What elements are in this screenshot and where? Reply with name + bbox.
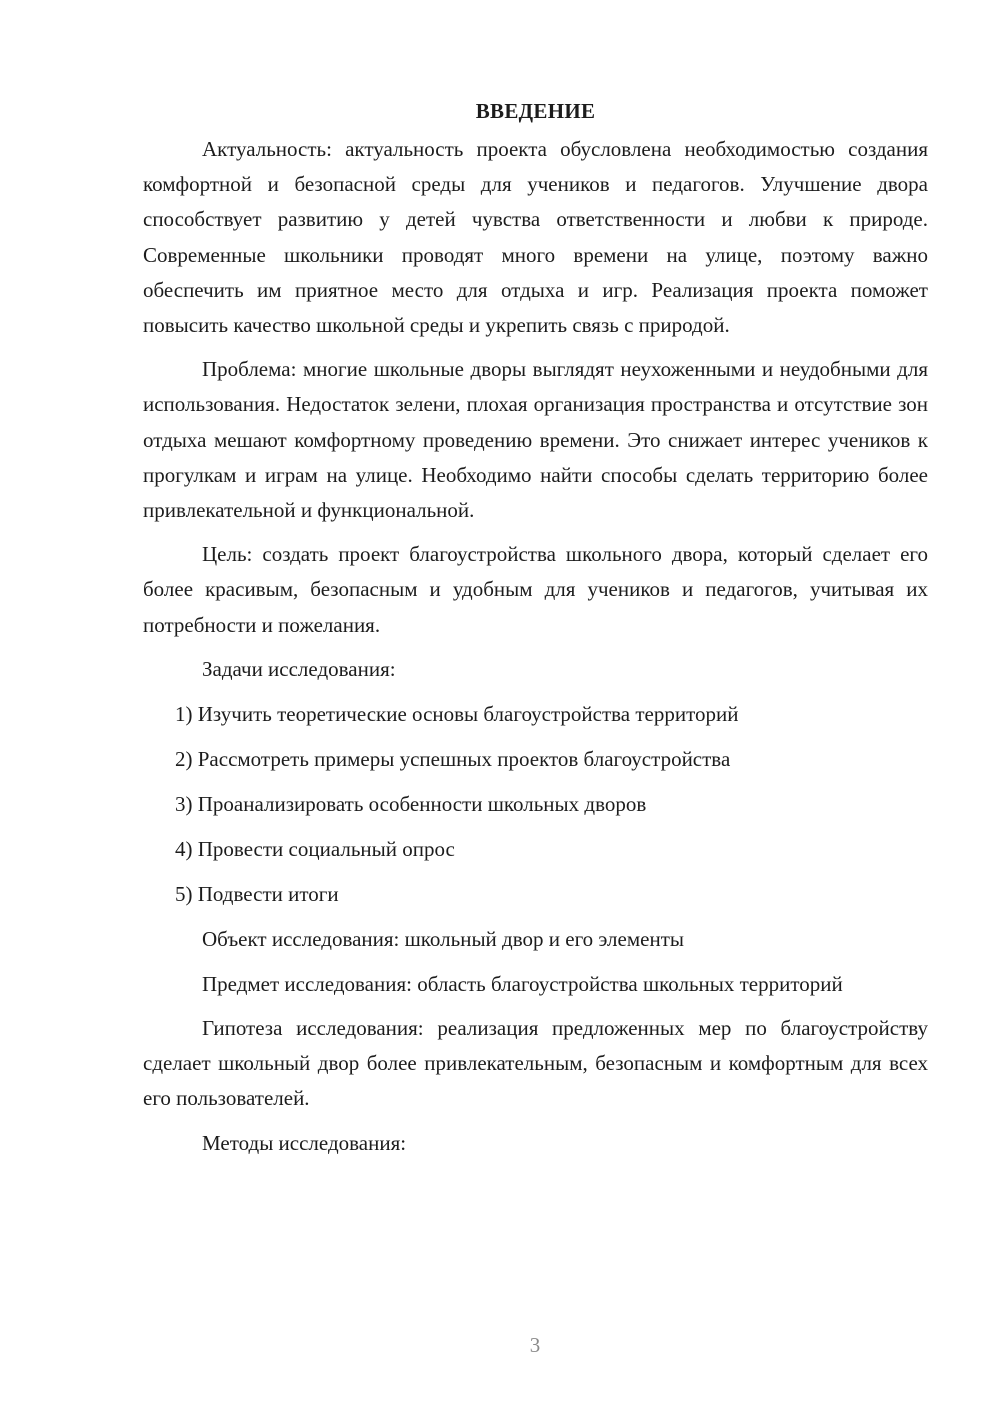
tasks-heading: Задачи исследования: <box>202 656 396 681</box>
task-item: 4) Провести социальный опрос <box>175 836 455 861</box>
task-item: 5) Подвести итоги <box>175 881 339 906</box>
document-title: ВВЕДЕНИЕ <box>475 99 596 123</box>
subject-paragraph: Предмет исследования: область благоустройства школьных территорий <box>202 971 843 996</box>
document-page <box>143 96 928 1171</box>
task-item: 1) Изучить теоретические основы благоустройства территорий <box>175 701 739 726</box>
tasks-list <box>143 697 928 912</box>
methods-heading: Методы исследования: <box>202 1130 407 1155</box>
goal-paragraph: Цель: создать проект благоустройства школьного двора, который сделает его более красивым, безопасным и удобным для учеников и педагогов, учитывая их потребности и пожелания. <box>143 542 928 637</box>
relevance-paragraph: Актуальность: актуальность проекта обусловлена необходимостью создания комфортной и безопасной среды для учеников и педагогов. Улучшение двора способствует развитию у детей чувства ответственности и любви к природе. Современные школьники проводят много времени на улице, поэтому важно обеспечить им приятное место для отдыха и игр. Реализация проекта поможет повысить качество школьной среды и укрепить связь с природой. <box>143 137 928 338</box>
task-item: 2) Рассмотреть примеры успешных проектов благоустройства <box>175 746 731 771</box>
problem-paragraph: Проблема: многие школьные дворы выглядят неухоженными и неудобными для использования. Недостаток зелени, плохая организация пространства и отсутствие зон отдыха мешают комфортному проведению времени. Это снижает интерес учеников к прогулкам и играм на улице. Необходимо найти способы сделать территорию более привлекательной и функциональной. <box>143 357 928 523</box>
hypothesis-paragraph: Гипотеза исследования: реализация предложенных мер по благоустройству сделает школьный двор более привлекательным, безопасным и комфортным для всех его пользователей. <box>143 1016 928 1111</box>
object-paragraph: Объект исследования: школьный двор и его элементы <box>202 926 684 951</box>
task-item: 3) Проанализировать особенности школьных дворов <box>175 791 647 816</box>
page-number: 3 <box>529 1333 541 1357</box>
